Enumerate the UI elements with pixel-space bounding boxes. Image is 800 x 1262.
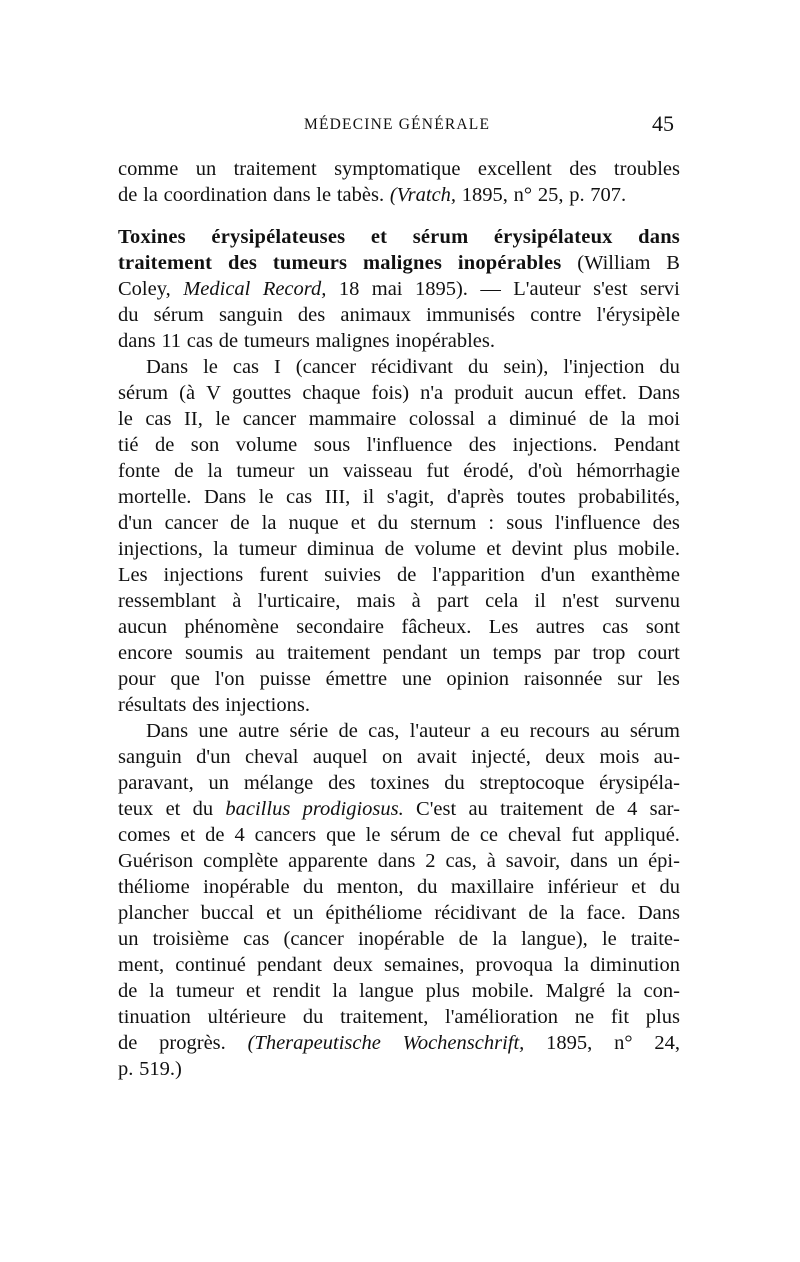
text-line: résultats des injections. <box>118 694 310 716</box>
text-line: aucun phénomène secondaire fâcheux. Les autres cas sont <box>118 616 680 638</box>
text-line: théliome inopérable du menton, du maxillaire inférieur et du <box>118 876 680 898</box>
text-line: un troisième cas (cancer inopérable de la langue), le traite- <box>118 928 680 950</box>
text-line: Les injections furent suivies de l'apparition d'un exanthème <box>118 564 680 586</box>
text-line: Guérison complète apparente dans 2 cas, à savoir, dans un épi- <box>118 850 680 872</box>
text-line: Coley, Medical Record, 18 mai 1895). — L'auteur s'est servi <box>118 278 680 300</box>
section-heading-line: traitement des tumeurs malignes inopérables (William B <box>118 252 680 274</box>
section-heading-line: Toxines érysipélateuses et sérum érysipélateux dans <box>118 226 680 248</box>
text-line: tinuation ultérieure du traitement, l'amélioration ne fit plus <box>118 1006 680 1028</box>
text-line: plancher buccal et un épithéliome récidivant de la face. Dans <box>118 902 680 924</box>
text-line: encore soumis au traitement pendant un temps par trop court <box>118 642 680 664</box>
text-line: de progrès. (Therapeutische Wochenschrift, 1895, n° 24, <box>118 1032 680 1054</box>
text-line: injections, la tumeur diminua de volume et devint plus mobile. <box>118 538 680 560</box>
text-line: de la tumeur et rendit la langue plus mobile. Malgré la con- <box>118 980 680 1002</box>
text-line: Dans le cas I (cancer récidivant du sein), l'injection du <box>146 356 680 378</box>
text-line: pour que l'on puisse émettre une opinion raisonnée sur les <box>118 668 680 690</box>
text-line: teux et du bacillus prodigiosus. C'est au traitement de 4 sar- <box>118 798 680 820</box>
page-header <box>118 111 678 142</box>
text-line: ressemblant à l'urticaire, mais à part cela il n'est survenu <box>118 590 680 612</box>
text-line: comes et de 4 cancers que le sérum de ce cheval fut appliqué. <box>118 824 680 846</box>
text-line: p. 519.) <box>118 1058 182 1080</box>
text-line: du sérum sanguin des animaux immunisés contre l'érysipèle <box>118 304 680 326</box>
text-line: d'un cancer de la nuque et du sternum : sous l'influence des <box>118 512 680 534</box>
text-line: dans 11 cas de tumeurs malignes inopérables. <box>118 330 495 352</box>
text-line: fonte de la tumeur un vaisseau fut érodé, d'où hémorrhagie <box>118 460 680 482</box>
text-line: tié de son volume sous l'influence des injections. Pendant <box>118 434 680 456</box>
text-line: mortelle. Dans le cas III, il s'agit, d'après toutes probabilités, <box>118 486 680 508</box>
text-line: de la coordination dans le tabès. (Vratch, 1895, n° 25, p. 707. <box>118 184 627 206</box>
text-line: paravant, un mélange des toxines du streptocoque érysipéla- <box>118 772 680 794</box>
text-line: Dans une autre série de cas, l'auteur a eu recours au sérum <box>146 720 680 742</box>
text-line: ment, continué pendant deux semaines, provoqua la diminution <box>118 954 680 976</box>
text-line: sérum (à V gouttes chaque fois) n'a produit aucun effet. Dans <box>118 382 680 404</box>
text-line: comme un traitement symptomatique excellent des troubles <box>118 158 680 180</box>
running-title: MÉDECINE GÉNÉRALE <box>304 116 491 133</box>
page-number: 45 <box>652 111 674 136</box>
text-line: le cas II, le cancer mammaire colossal a diminué de la moi <box>118 408 680 430</box>
text-line: sanguin d'un cheval auquel on avait injecté, deux mois au- <box>118 746 680 768</box>
